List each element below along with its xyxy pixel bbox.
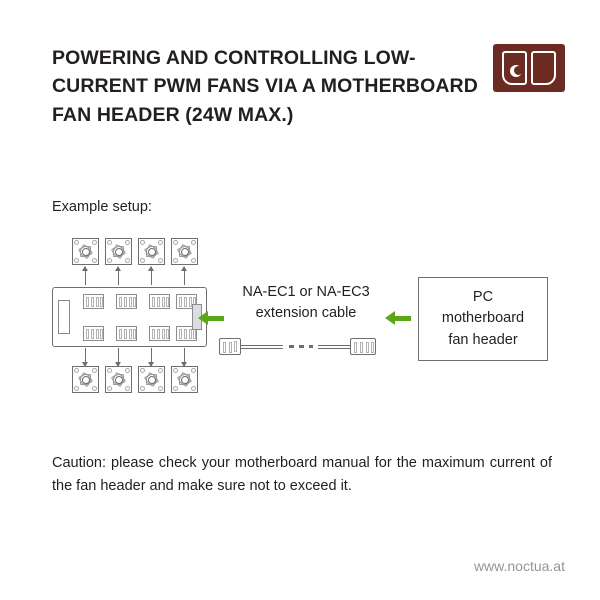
fan-corner <box>191 258 196 263</box>
connection-arrow-icon <box>184 348 185 366</box>
fan-corner <box>107 258 112 263</box>
fan-corner <box>158 386 163 391</box>
fan-corner <box>74 258 79 263</box>
fan-corner <box>191 368 196 373</box>
cable-wire-segment <box>241 345 283 349</box>
extension-cable-label <box>226 282 386 324</box>
arrow-head <box>198 311 208 325</box>
hub-connector <box>149 326 170 341</box>
fan-corner <box>158 240 163 245</box>
fan-corner <box>74 386 79 391</box>
extension-cable-label-line2: extension cable <box>255 305 357 322</box>
hub-connector <box>116 294 137 309</box>
cable-plug-pin <box>234 341 237 352</box>
fan-corner <box>191 386 196 391</box>
connection-arrow-icon <box>184 267 185 285</box>
fan-icon <box>72 238 99 265</box>
connection-arrow-icon <box>118 267 119 285</box>
fan-corner <box>125 386 130 391</box>
fan-corner <box>74 240 79 245</box>
cable-plug-male <box>350 338 376 355</box>
fan-corner <box>140 258 145 263</box>
fan-corner <box>140 368 145 373</box>
fan-hub-diagram <box>52 238 207 398</box>
noctua-logo <box>493 44 565 92</box>
fan-corner <box>107 368 112 373</box>
connection-arrow-icon <box>151 348 152 366</box>
fan-corner <box>191 240 196 245</box>
fan-hub <box>82 376 90 384</box>
fan-hub <box>82 248 90 256</box>
fan-hub <box>115 376 123 384</box>
fan-icon <box>72 366 99 393</box>
fan-corner <box>173 258 178 263</box>
green-arrow-to-cable-icon <box>385 311 411 325</box>
cable-wire-segment <box>318 345 350 349</box>
fan-corner <box>158 258 163 263</box>
fan-icon <box>138 366 165 393</box>
owl-icon <box>502 51 556 85</box>
fan-corner <box>92 240 97 245</box>
arrow-head <box>385 311 395 325</box>
connection-arrow-icon <box>118 348 119 366</box>
owl-left-shape <box>502 51 527 85</box>
motherboard-label-line2: motherboard <box>441 310 525 327</box>
extension-cable-illustration <box>219 332 379 362</box>
fan-icon <box>171 366 198 393</box>
connection-arrow-icon <box>85 348 86 366</box>
fan-icon <box>138 238 165 265</box>
arrow-shaft <box>206 316 224 321</box>
fan-corner <box>173 240 178 245</box>
cable-break-dashes <box>289 345 313 348</box>
fan-corner <box>125 368 130 373</box>
fan-corner <box>140 386 145 391</box>
page-title: POWERING AND CONTROLLING LOW-CURRENT PWM FANS VIA A MOTHERBOARD FAN HEADER (24W MAX.) <box>52 47 478 126</box>
hub-connector <box>116 326 137 341</box>
fan-corner <box>125 258 130 263</box>
fan-corner <box>107 386 112 391</box>
fan-corner <box>92 386 97 391</box>
website-url: www.noctua.at <box>473 558 565 574</box>
fan-hub <box>181 248 189 256</box>
fan-hub <box>181 376 189 384</box>
hub-connector <box>83 294 104 309</box>
hub-connector <box>83 326 104 341</box>
fan-icon <box>171 238 198 265</box>
fan-hub <box>115 248 123 256</box>
fan-icon <box>105 238 132 265</box>
fan-corner <box>158 368 163 373</box>
fan-corner <box>74 368 79 373</box>
motherboard-fan-header-box <box>418 277 548 361</box>
top-fan-row <box>72 238 198 265</box>
fan-hub <box>148 248 156 256</box>
fan-corner <box>140 240 145 245</box>
fan-corner <box>107 240 112 245</box>
owl-right-shape <box>531 51 556 85</box>
connection-arrow-icon <box>151 267 152 285</box>
top-connection-arrows <box>72 267 207 285</box>
fan-corner <box>92 258 97 263</box>
fan-corner <box>173 386 178 391</box>
fan-corner <box>173 368 178 373</box>
connection-arrow-icon <box>85 267 86 285</box>
fan-hub <box>148 376 156 384</box>
extension-cable-label-line1: NA-EC1 or NA-EC3 <box>242 284 370 300</box>
hub-side-port <box>58 300 70 334</box>
owl-eye-icon <box>510 65 522 77</box>
motherboard-label-line1: PC <box>472 289 494 306</box>
fan-hub-device <box>52 287 207 347</box>
bottom-fan-row <box>72 366 198 393</box>
example-setup-label: Example setup: <box>52 199 152 215</box>
arrow-shaft <box>393 316 411 321</box>
caution-text: Caution: please check your motherboard manual for the maximum current of the fan header and make sure not to exceed it. <box>52 455 552 495</box>
fan-corner <box>92 368 97 373</box>
fan-icon <box>105 366 132 393</box>
bottom-connection-arrows <box>72 348 207 366</box>
fan-corner <box>125 240 130 245</box>
hub-connector <box>149 294 170 309</box>
green-arrow-to-hub-icon <box>198 311 224 325</box>
motherboard-label-line3: fan header <box>448 331 518 348</box>
cable-plug-female <box>219 338 241 355</box>
